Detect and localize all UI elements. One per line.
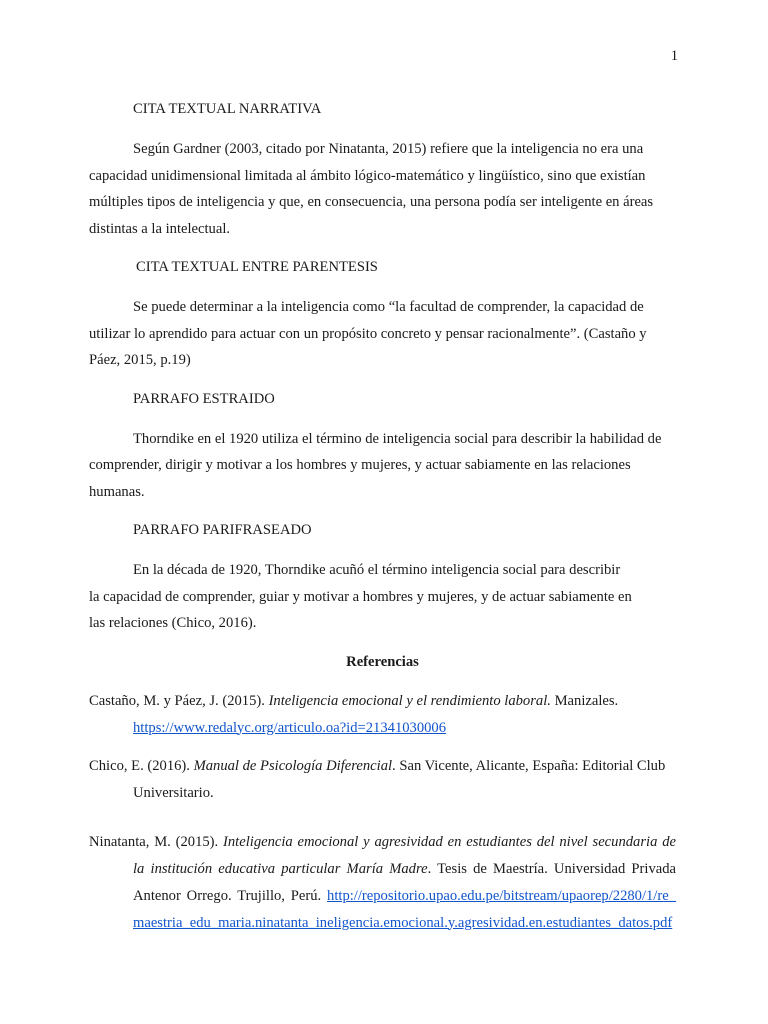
heading-parrafo-parafraseado: PARRAFO PARIFRASEADO	[133, 522, 312, 538]
reference-author: Ninatanta, M. (2015).	[89, 833, 224, 850]
reference-title: Manual de Psicología Diferencial	[193, 757, 393, 774]
reference-title: Inteligencia emocional y el rendimiento laboral.	[268, 692, 551, 709]
reference-details: Manizales.	[550, 692, 619, 709]
page-number: 1	[670, 48, 678, 64]
document-body	[89, 101, 676, 948]
reference-link[interactable]: http://repositorio.upao.edu.pe/bitstream/upaorep/2280/1/re_maestria_edu_maria.ninatanta_ineligencia.emocional.y.agresividad.en.estudiantes_datos.pdf	[133, 887, 676, 931]
references-title: Referencias	[346, 653, 419, 670]
reference-entry	[89, 829, 676, 937]
heading-parrafo-extraido: PARRAFO ESTRAIDO	[133, 390, 275, 407]
reference-entry	[89, 753, 676, 807]
paraphrase-line: las relaciones (Chico, 2016).	[89, 615, 257, 631]
paragraph-parafraseado	[89, 557, 676, 637]
reference-author: Chico, E. (2016).	[89, 757, 194, 774]
heading-cita-textual-narrativa: CITA TEXTUAL NARRATIVA	[133, 101, 322, 117]
reference-details: . San Vicente, Alicante, España: Editorial Club Universitario.	[133, 757, 666, 801]
reference-author: Castaño, M. y Páez, J. (2015).	[89, 692, 269, 709]
reference-entry	[89, 688, 676, 742]
paragraph-entre-parentesis: Se puede determinar a la inteligencia como “la facultad de comprender, la capacidad de utilizar lo aprendido para actuar con un propósito concreto y pensar racionalmente”. (Castaño y Páez, 2015, p.19)	[89, 299, 647, 368]
heading-cita-entre-parentesis: CITA TEXTUAL ENTRE PARENTESIS	[136, 259, 378, 275]
paragraph-narrativa: Según Gardner (2003, citado por Ninatanta, 2015) refiere que la inteligencia no era una capacidad unidimensional limitada al ámbito lógico-matemático y lingüístico, sino que existían múltiples tipos de inteligencia y que, en consecuencia, una persona podía ser inteligente en áreas distintas a la intelectual.	[89, 141, 654, 237]
reference-details: . Tesis de Maestría. Universidad Privada Antenor Orrego. Trujillo, Perú.	[133, 860, 676, 904]
reference-title: Inteligencia emocional y agresividad en estudiantes del nivel secundaria de la institución educativa particular María Madre	[133, 833, 676, 877]
paraphrase-line: la capacidad de comprender, guiar y motivar a hombres y mujeres, y de actuar sabiamente en	[89, 588, 632, 605]
reference-link[interactable]: https://www.redalyc.org/articulo.oa?id=21341030006	[133, 719, 447, 736]
paraphrase-line: En la década de 1920, Thorndike acuñó el término inteligencia social para describir	[133, 562, 621, 578]
paragraph-extraido: Thorndike en el 1920 utiliza el término de inteligencia social para describir la habilidad de comprender, dirigir y motivar a los hombres y mujeres, y actuar sabiamente en las relaciones humanas.	[89, 430, 662, 500]
